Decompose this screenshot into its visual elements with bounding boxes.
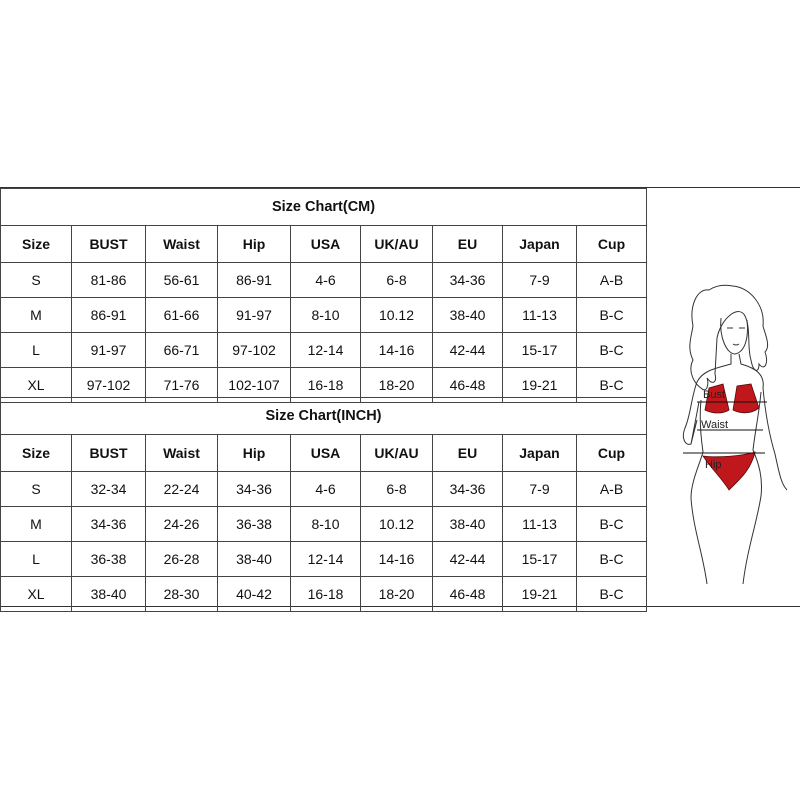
table-cell: 56-61: [146, 263, 218, 298]
table-cell: 10.12: [361, 298, 433, 333]
column-header: USA: [291, 435, 361, 472]
table-cell: 26-28: [146, 542, 218, 577]
table-cell: 66-71: [146, 333, 218, 368]
table-cell: M: [1, 298, 72, 333]
column-header: Hip: [218, 226, 291, 263]
table-cell: 14-16: [361, 333, 433, 368]
table-cell: 34-36: [433, 263, 503, 298]
table-row: [1, 542, 647, 577]
column-header: UK/AU: [361, 435, 433, 472]
table-cell: 97-102: [72, 368, 146, 403]
hair-outline: [690, 285, 768, 390]
table-cell: 40-42: [218, 577, 291, 612]
table-cell: 18-20: [361, 577, 433, 612]
column-header: Cup: [577, 226, 647, 263]
column-header: BUST: [72, 435, 146, 472]
hip-label: Hip: [705, 459, 722, 471]
table-cell: B-C: [577, 298, 647, 333]
table-cell: 28-30: [146, 577, 218, 612]
table-cell: 14-16: [361, 542, 433, 577]
column-header: Waist: [146, 226, 218, 263]
table-cell: S: [1, 472, 72, 507]
table-cell: L: [1, 333, 72, 368]
table-cell: 19-21: [503, 577, 577, 612]
table-cell: 6-8: [361, 263, 433, 298]
table-cell: 4-6: [291, 472, 361, 507]
face-outline: [721, 318, 748, 354]
table-cell: XL: [1, 577, 72, 612]
table-cell: 97-102: [218, 333, 291, 368]
chart-title-row: [1, 398, 647, 435]
table-cell: 11-13: [503, 298, 577, 333]
table-cell: 19-21: [503, 368, 577, 403]
column-header: Hip: [218, 435, 291, 472]
column-header: Cup: [577, 435, 647, 472]
table-cell: 7-9: [503, 263, 577, 298]
table-cell: XL: [1, 368, 72, 403]
table-cell: 8-10: [291, 298, 361, 333]
table-cell: 38-40: [72, 577, 146, 612]
table-cell: 102-107: [218, 368, 291, 403]
column-header: UK/AU: [361, 226, 433, 263]
table-cell: 38-40: [433, 298, 503, 333]
table-cell: 4-6: [291, 263, 361, 298]
table-cell: 38-40: [218, 542, 291, 577]
column-header: USA: [291, 226, 361, 263]
table-cell: M: [1, 507, 72, 542]
table-cell: A-B: [577, 263, 647, 298]
column-header: Waist: [146, 435, 218, 472]
column-header: BUST: [72, 226, 146, 263]
table-cell: B-C: [577, 542, 647, 577]
table-cell: S: [1, 263, 72, 298]
table-row: [1, 472, 647, 507]
chart-title: Size Chart(INCH): [1, 398, 647, 435]
measurement-figure-illustration: [647, 188, 800, 606]
table-cell: 34-36: [72, 507, 146, 542]
table-cell: 42-44: [433, 542, 503, 577]
table-cell: 7-9: [503, 472, 577, 507]
table-cell: A-B: [577, 472, 647, 507]
column-header: Japan: [503, 435, 577, 472]
table-cell: 16-18: [291, 577, 361, 612]
table-cell: 12-14: [291, 542, 361, 577]
measurement-figure-panel: [646, 188, 800, 606]
table-row: [1, 333, 647, 368]
table-cell: 36-38: [218, 507, 291, 542]
table-cell: 10.12: [361, 507, 433, 542]
table-cell: 38-40: [433, 507, 503, 542]
chart-title: Size Chart(CM): [1, 189, 647, 226]
table-cell: 12-14: [291, 333, 361, 368]
table-cell: B-C: [577, 368, 647, 403]
table-cell: 22-24: [146, 472, 218, 507]
column-header: EU: [433, 226, 503, 263]
table-cell: 86-91: [72, 298, 146, 333]
bikini-bottom: [703, 452, 755, 490]
size-chart-inch: [0, 397, 647, 612]
bust-label: Bust: [703, 389, 726, 401]
table-cell: 6-8: [361, 472, 433, 507]
table-cell: 86-91: [218, 263, 291, 298]
table-cell: 11-13: [503, 507, 577, 542]
table-cell: 34-36: [433, 472, 503, 507]
table-cell: 8-10: [291, 507, 361, 542]
table-cell: 34-36: [218, 472, 291, 507]
table-cell: 91-97: [218, 298, 291, 333]
table-row: [1, 263, 647, 298]
waist-label: Waist: [701, 419, 729, 431]
table-cell: 91-97: [72, 333, 146, 368]
table-row: [1, 298, 647, 333]
table-cell: 42-44: [433, 333, 503, 368]
column-header: Size: [1, 435, 72, 472]
table-row: [1, 577, 647, 612]
table-cell: 18-20: [361, 368, 433, 403]
table-cell: 24-26: [146, 507, 218, 542]
table-cell: 71-76: [146, 368, 218, 403]
table-cell: B-C: [577, 507, 647, 542]
table-cell: 15-17: [503, 333, 577, 368]
table-cell: 81-86: [72, 263, 146, 298]
table-cell: B-C: [577, 333, 647, 368]
table-cell: 46-48: [433, 368, 503, 403]
table-cell: 36-38: [72, 542, 146, 577]
table-cell: 32-34: [72, 472, 146, 507]
table-cell: B-C: [577, 577, 647, 612]
table-cell: 61-66: [146, 298, 218, 333]
column-header: Size: [1, 226, 72, 263]
table-cell: L: [1, 542, 72, 577]
table-cell: 46-48: [433, 577, 503, 612]
header-row: [1, 226, 647, 263]
table-row: [1, 507, 647, 542]
table-cell: 16-18: [291, 368, 361, 403]
table-cell: 15-17: [503, 542, 577, 577]
column-header: Japan: [503, 226, 577, 263]
size-chart-cm: [0, 188, 647, 403]
chart-title-row: [1, 189, 647, 226]
header-row: [1, 435, 647, 472]
column-header: EU: [433, 435, 503, 472]
